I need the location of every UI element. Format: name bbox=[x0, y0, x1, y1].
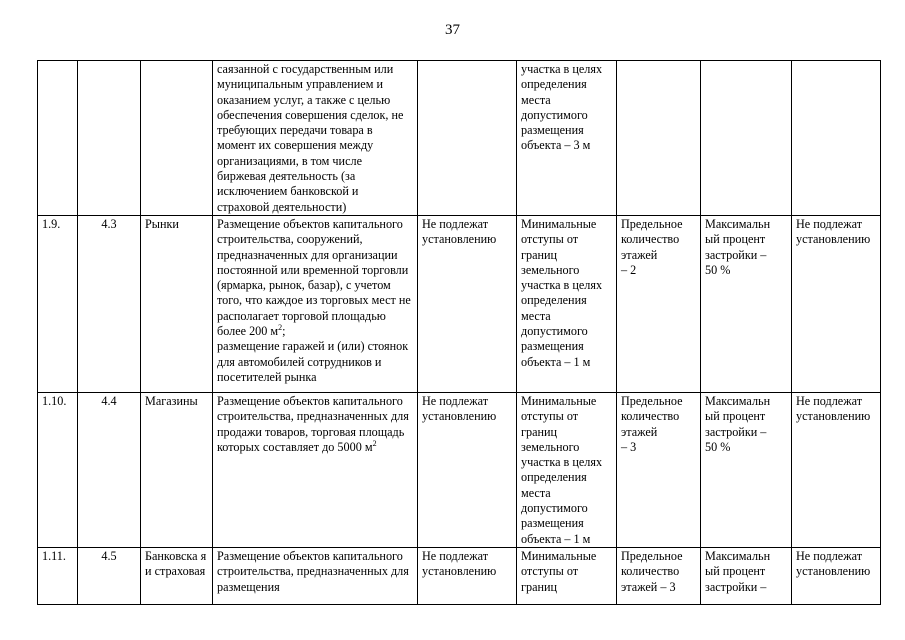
plot-area-cell: Не подлежат установлению bbox=[418, 547, 517, 604]
floors-cell: Предельное количество этажей – 3 bbox=[617, 547, 701, 604]
code-cell: 4.4 bbox=[78, 392, 141, 547]
coverage-cell: Максимальн ый процент застройки – 50 % bbox=[701, 392, 792, 547]
use-name-cell: Банковска я и страховая bbox=[141, 547, 213, 604]
description-text: Размещение объектов капитального строительства, сооружений, предназначенных для организации постоянной или временной торговли (ярмарка, рынок, базар), с учетом того, что каждое из торговых мест не располагает торговой площадью более 200 м bbox=[217, 216, 411, 339]
code-cell: 4.3 bbox=[78, 215, 141, 392]
description-cell bbox=[213, 392, 418, 547]
row-number-cell bbox=[38, 61, 78, 216]
page-number: 37 bbox=[445, 22, 460, 38]
other-cell: Не подлежат установлению bbox=[792, 215, 881, 392]
code-cell bbox=[78, 61, 141, 216]
table-row bbox=[38, 392, 881, 547]
floors-cell: Предельное количество этажей – 2 bbox=[617, 215, 701, 392]
table-row bbox=[38, 547, 881, 604]
setbacks-cell: Минимальные отступы от границ bbox=[517, 547, 617, 604]
description-cell bbox=[213, 215, 418, 392]
coverage-cell bbox=[701, 61, 792, 216]
other-cell: Не подлежат установлению bbox=[792, 547, 881, 604]
description-text-tail: ; размещение гаражей и (или) стоянок для автомобилей сотрудников и посетителей рынка bbox=[217, 324, 409, 384]
setbacks-cell: Минимальные отступы от границ земельного участка в целях определения места допустимого размещения объекта – 1 м bbox=[517, 215, 617, 392]
row-number-cell: 1.10. bbox=[38, 392, 78, 547]
row-number-cell: 1.9. bbox=[38, 215, 78, 392]
setbacks-cell: участка в целях определения места допустимого размещения объекта – 3 м bbox=[517, 61, 617, 216]
setbacks-cell: Минимальные отступы от границ земельного участка в целях определения места допустимого размещения объекта – 1 м bbox=[517, 392, 617, 547]
floors-cell: Предельное количество этажей – 3 bbox=[617, 392, 701, 547]
superscript-2: 2 bbox=[372, 438, 377, 448]
use-name-cell bbox=[141, 61, 213, 216]
coverage-cell: Максимальн ый процент застройки – bbox=[701, 547, 792, 604]
plot-area-cell: Не подлежат установлению bbox=[418, 392, 517, 547]
other-cell bbox=[792, 61, 881, 216]
plot-area-cell bbox=[418, 61, 517, 216]
coverage-cell: Максимальн ый процент застройки – 50 % bbox=[701, 215, 792, 392]
use-name-cell: Рынки bbox=[141, 215, 213, 392]
description-text: Размещение объектов капитального строительства, предназначенных для продажи товаров, торговая площадь которых составляет до 5000 м bbox=[217, 393, 409, 454]
use-name-cell: Магазины bbox=[141, 392, 213, 547]
description-cell: Размещение объектов капитального строительства, предназначенных для размещения bbox=[213, 547, 418, 604]
code-cell: 4.5 bbox=[78, 547, 141, 604]
description-cell: саязанной с государственным или муниципальным управлением и оказанием услуг, а также с целью обеспечения совершения сделок, не требующих передачи товара в момент их совершения между организациями, в том числе биржевая деятельность (за исключением банковской и страховой деятельности) bbox=[213, 61, 418, 216]
other-cell: Не подлежат установлению bbox=[792, 392, 881, 547]
plot-area-cell: Не подлежат установлению bbox=[418, 215, 517, 392]
land-use-regulations-table bbox=[37, 60, 881, 605]
superscript-2: 2 bbox=[278, 322, 283, 332]
floors-cell bbox=[617, 61, 701, 216]
row-number-cell: 1.11. bbox=[38, 547, 78, 604]
table-row bbox=[38, 215, 881, 392]
table-row bbox=[38, 61, 881, 216]
